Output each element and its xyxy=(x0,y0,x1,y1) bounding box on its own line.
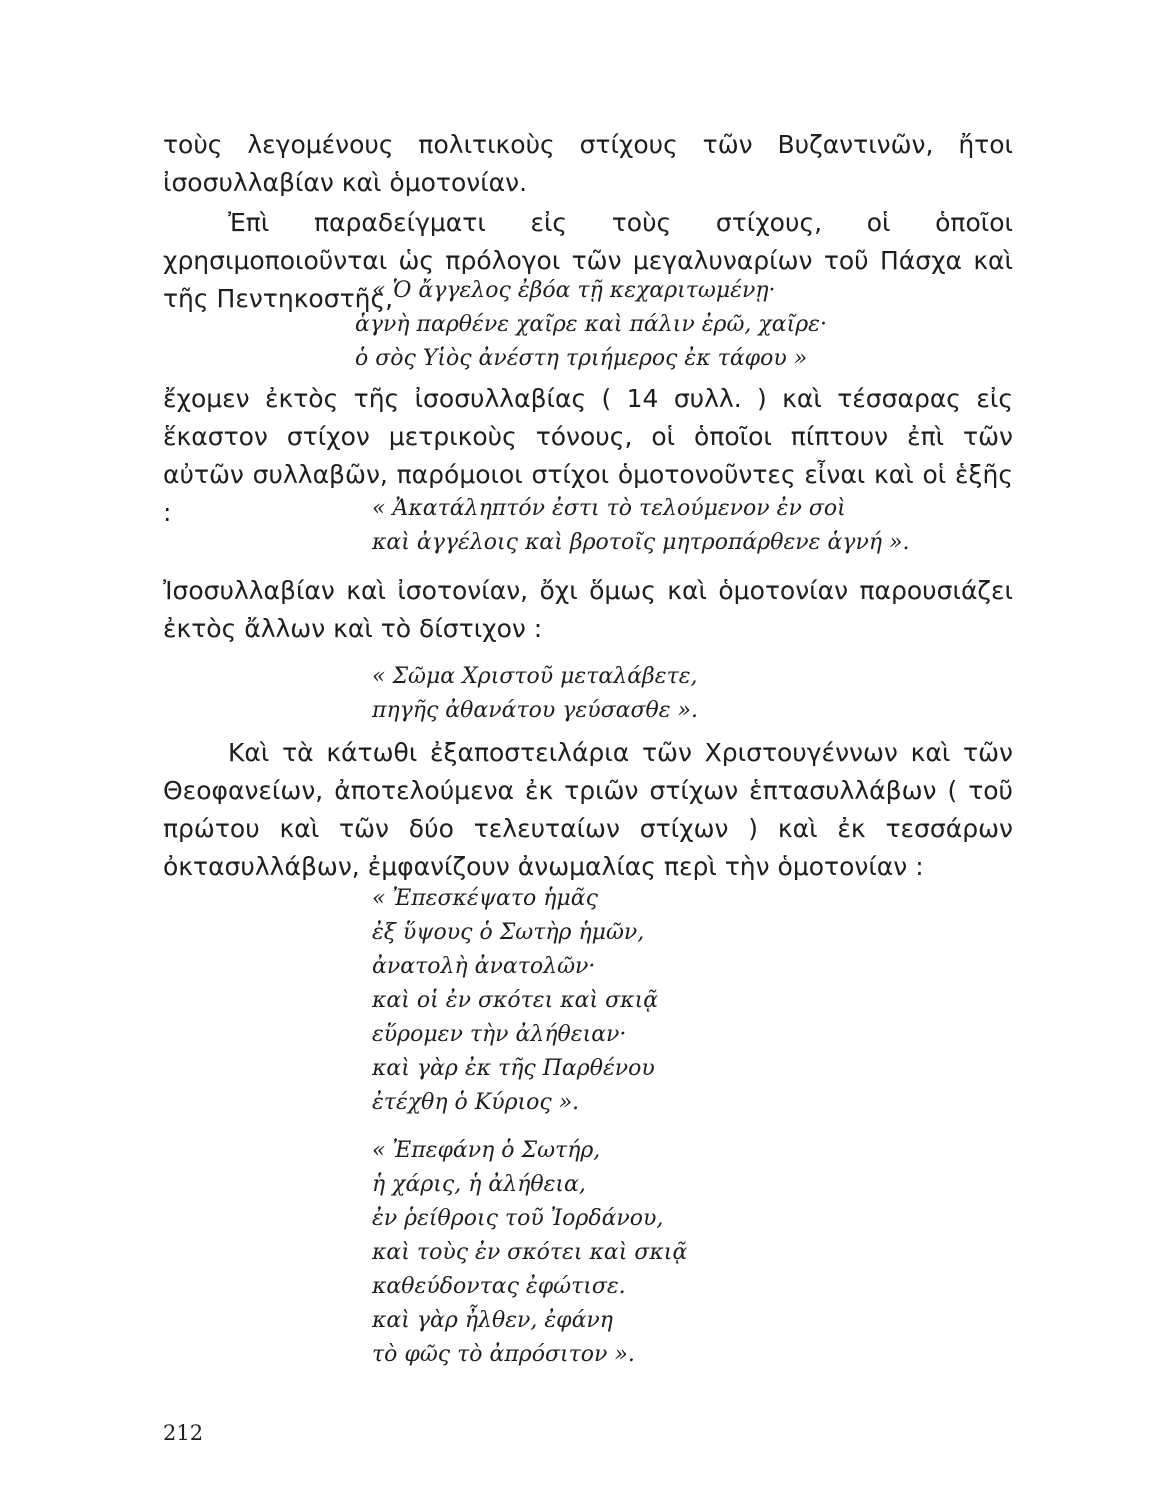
paragraph-1: τοὺς λεγομένους πολιτικοὺς στίχους τῶν Βυζαντινῶν, ἤτοι ἰσοσυλλαβίαν καὶ ὁμοτονίαν. xyxy=(163,130,1013,197)
verse-line: « Ὁ ἄγγελος ἐβόα τῇ κεχαριτωμένῃ· xyxy=(372,278,776,303)
paragraph-5: Καὶ τὰ κάτωθι ἐξαποστειλάρια τῶν Χριστουγέννων καὶ τῶν Θεοφανείων, ἀποτελούμενα ἐκ τριῶν στίχων ἑπτασυλλάβων ( τοῦ πρώτου καὶ τῶν δύο τελευταίων στίχων ) καὶ ἐκ τεσσάρων ὀκτασυλλάβων, ἐμφανίζουν ἀνωμαλίας περὶ τὴν ὁμοτονίαν : xyxy=(163,738,1013,881)
verse-line: ἁγνὴ παρθένε χαῖρε καὶ πάλιν ἐρῶ, χαῖρε· xyxy=(355,312,827,337)
verse-line: « Ἐπεσκέψατο ἡμᾶς xyxy=(372,886,598,911)
verse-line: καὶ ἀγγέλοις καὶ βροτοῖς μητροπάρθενε ἁγνή ». xyxy=(372,530,910,555)
verse-block-1 xyxy=(355,274,827,376)
verse-line: ὁ σὸς Υἱὸς ἀνέστη τριήμερος ἐκ τάφου » xyxy=(355,346,808,371)
verse-line: « Ἀκατάληπτόν ἐστι τὸ τελούμενον ἐν σοὶ xyxy=(372,496,846,521)
page-number: 212 xyxy=(163,1421,204,1445)
verse-line: « Ἐπεφάνη ὁ Σωτήρ, xyxy=(372,1138,601,1163)
verse-line: ἐτέχθη ὁ Κύριος ». xyxy=(372,1090,580,1115)
verse-line: εὕρομεν τὴν ἀλήθειαν· xyxy=(372,1022,627,1047)
verse-line: καθεύδοντας ἐφώτισε. xyxy=(372,1274,626,1299)
verse-line: καὶ τοὺς ἐν σκότει καὶ σκιᾷ xyxy=(372,1240,688,1265)
verse-line: « Σῶμα Χριστοῦ μεταλάβετε, xyxy=(372,664,698,689)
verse-line: τὸ φῶς τὸ ἀπρόσιτον ». xyxy=(372,1342,635,1367)
verse-line: ἐξ ὕψους ὁ Σωτὴρ ἡμῶν, xyxy=(372,920,645,945)
verse-block-4 xyxy=(372,882,658,1120)
verse-line: καὶ γὰρ ἦλθεν, ἐφάνη xyxy=(372,1308,613,1333)
verse-line: ἀνατολὴ ἀνατολῶν· xyxy=(372,954,596,979)
verse-line: ἡ χάρις, ἡ ἀλήθεια, xyxy=(372,1172,586,1197)
verse-line: καὶ οἱ ἐν σκότει καὶ σκιᾷ xyxy=(372,988,659,1013)
verse-block-5 xyxy=(372,1134,687,1372)
verse-line: πηγῆς ἀθανάτου γεύσασθε ». xyxy=(372,698,698,723)
verse-block-2 xyxy=(372,492,909,560)
paragraph-4: Ἰσοσυλλαβίαν καὶ ἰσοτονίαν, ὄχι ὅμως καὶ ὁμοτονίαν παρουσιάζει ἐκτὸς ἄλλων καὶ τὸ δίστιχον : xyxy=(163,576,1013,643)
paragraph-2: Ἐπὶ παραδείγματι εἰς τοὺς στίχους, οἱ ὁποῖοι χρησιμοποιοῦνται ὡς πρόλογοι τῶν μεγαλυναρίων τοῦ Πάσχα καὶ τῆς Πεντηκοστῆς, xyxy=(163,208,1013,313)
verse-line: καὶ γὰρ ἐκ τῆς Παρθένου xyxy=(372,1056,655,1081)
paragraph-3: ἔχομεν ἐκτὸς τῆς ἰσοσυλλαβίας ( 14 συλλ. ) καὶ τέσσαρας εἰς ἕκαστον στίχον μετρικοὺς τόνους, οἱ ὁποῖοι πίπτουν ἐπὶ τῶν αὐτῶν συλλαβῶν, παρόμοιοι στίχοι ὁμοτονοῦντες εἶναι καὶ οἱ ἑξῆς : xyxy=(163,384,1013,527)
verse-block-3 xyxy=(372,660,698,728)
verse-line: ἐν ῥείθροις τοῦ Ἰορδάνου, xyxy=(372,1206,664,1231)
